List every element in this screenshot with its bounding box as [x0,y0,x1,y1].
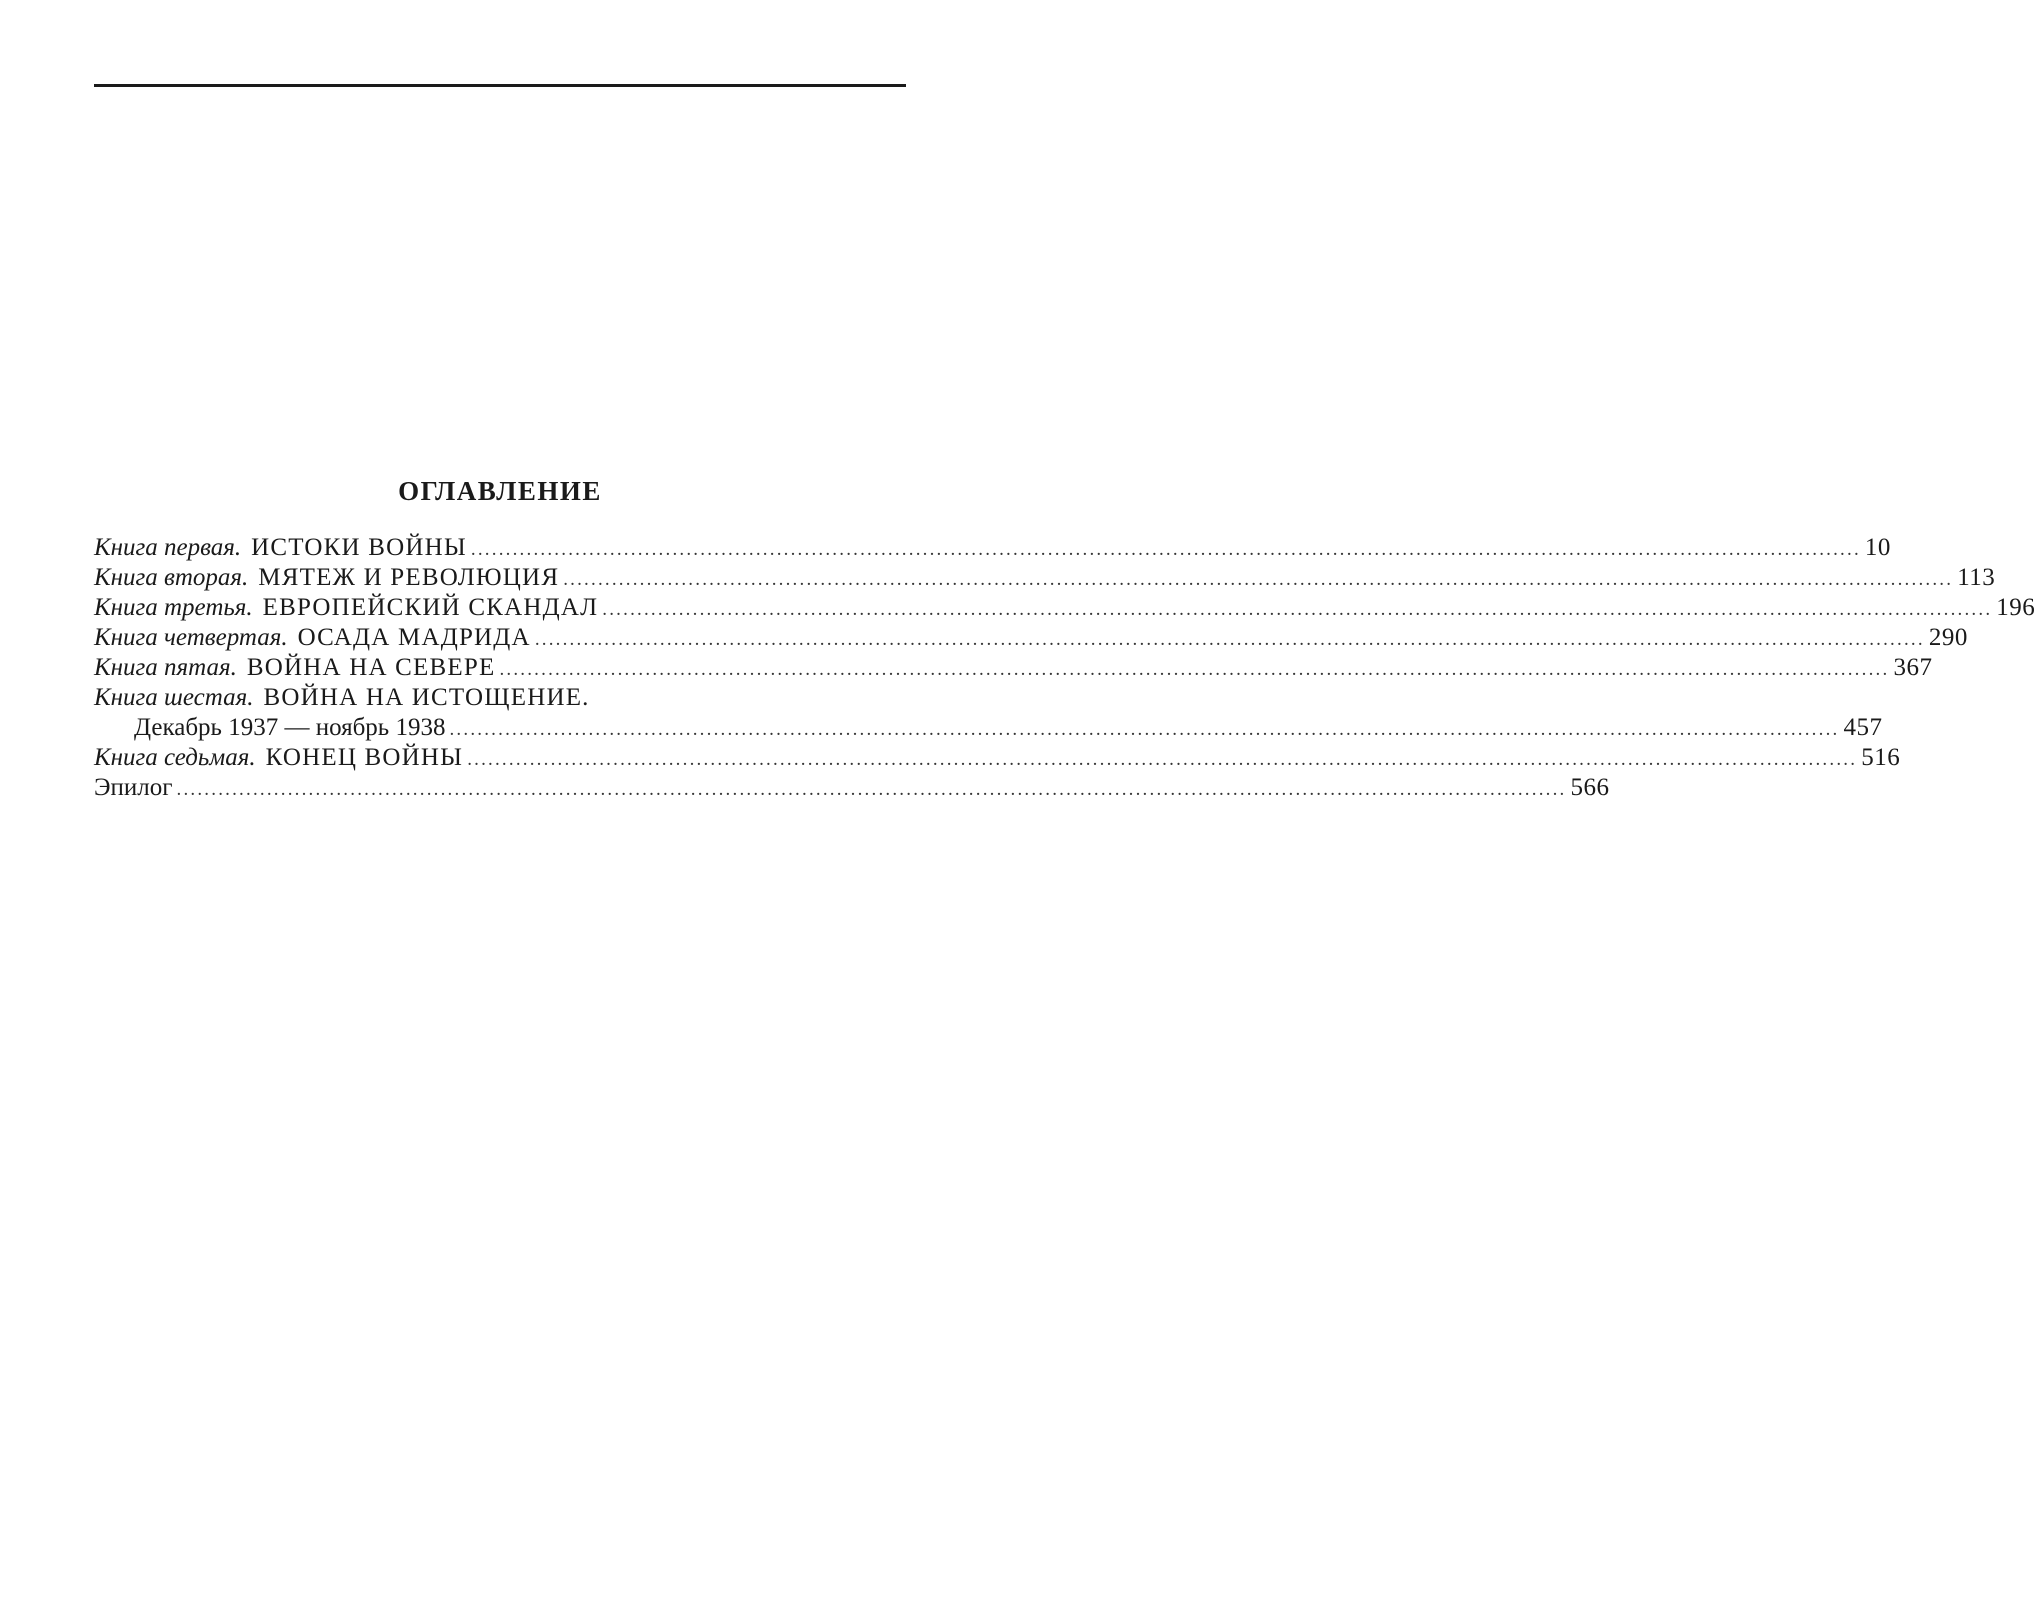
toc-entry-book-1 [94,533,1891,563]
page-number: 196 [1996,594,2035,621]
toc-heading: ОГЛАВЛЕНИЕ [398,476,602,506]
book-label: Книга седьмая. [94,744,256,771]
toc-entry-book-7 [94,743,1901,773]
book-label: Книга четвертая. [94,624,288,651]
book-label: Книга третья. [94,594,253,621]
entry-title: ОСАДА МАДРИДА [297,624,531,651]
toc-entry-book-2 [94,563,1996,593]
page-number: 290 [1928,624,1968,651]
book-label: Книга вторая. [94,564,249,591]
entry-title: МЯТЕЖ И РЕВОЛЮЦИЯ [258,564,560,591]
entry-title: ЕВРОПЕЙСКИЙ СКАНДАЛ [262,594,599,621]
page-number: 367 [1893,654,1933,681]
page-number: 516 [1861,744,1901,771]
book-label: Книга первая. [94,534,242,561]
dot-leader: ........................................................................................................................................................................................................ [449,719,1840,740]
toc-entry-book-5 [94,653,1933,683]
toc-entry-book-6-subtitle [94,713,1883,743]
dot-leader: ........................................................................................................................................................................................................ [534,629,1925,650]
entry-subtitle: Декабрь 1937 — ноябрь 1938 [134,714,446,741]
dot-leader: ........................................................................................................................................................................................................ [470,539,1861,560]
top-rule [94,84,906,87]
page-number: 10 [1864,534,1891,561]
page-number: 457 [1843,714,1883,741]
toc-entry-epilogue [94,773,1610,803]
dot-leader: ........................................................................................................................................................................................................ [176,779,1567,800]
entry-title: ВОЙНА НА ИСТОЩЕНИЕ. [263,684,590,711]
entry-title: ВОЙНА НА СЕВЕРЕ [246,654,496,681]
dot-leader: ........................................................................................................................................................................................................ [602,599,1993,620]
entry-title: КОНЕЦ ВОЙНЫ [265,744,464,771]
toc-entry-book-4 [94,623,1968,653]
toc-entry-book-6 [94,683,906,713]
dot-leader: ........................................................................................................................................................................................................ [499,659,1890,680]
toc-entry-book-3 [94,593,2035,623]
entry-title: Эпилог [94,774,173,801]
entry-title: ИСТОКИ ВОЙНЫ [251,534,467,561]
table-of-contents [94,533,2035,803]
page-number: 113 [1957,564,1996,591]
dot-leader: ........................................................................................................................................................................................................ [467,749,1858,770]
book-label: Книга шестая. [94,684,254,711]
dot-leader: ........................................................................................................................................................................................................ [563,569,1954,590]
book-label: Книга пятая. [94,654,237,681]
page-number: 566 [1570,774,1610,801]
